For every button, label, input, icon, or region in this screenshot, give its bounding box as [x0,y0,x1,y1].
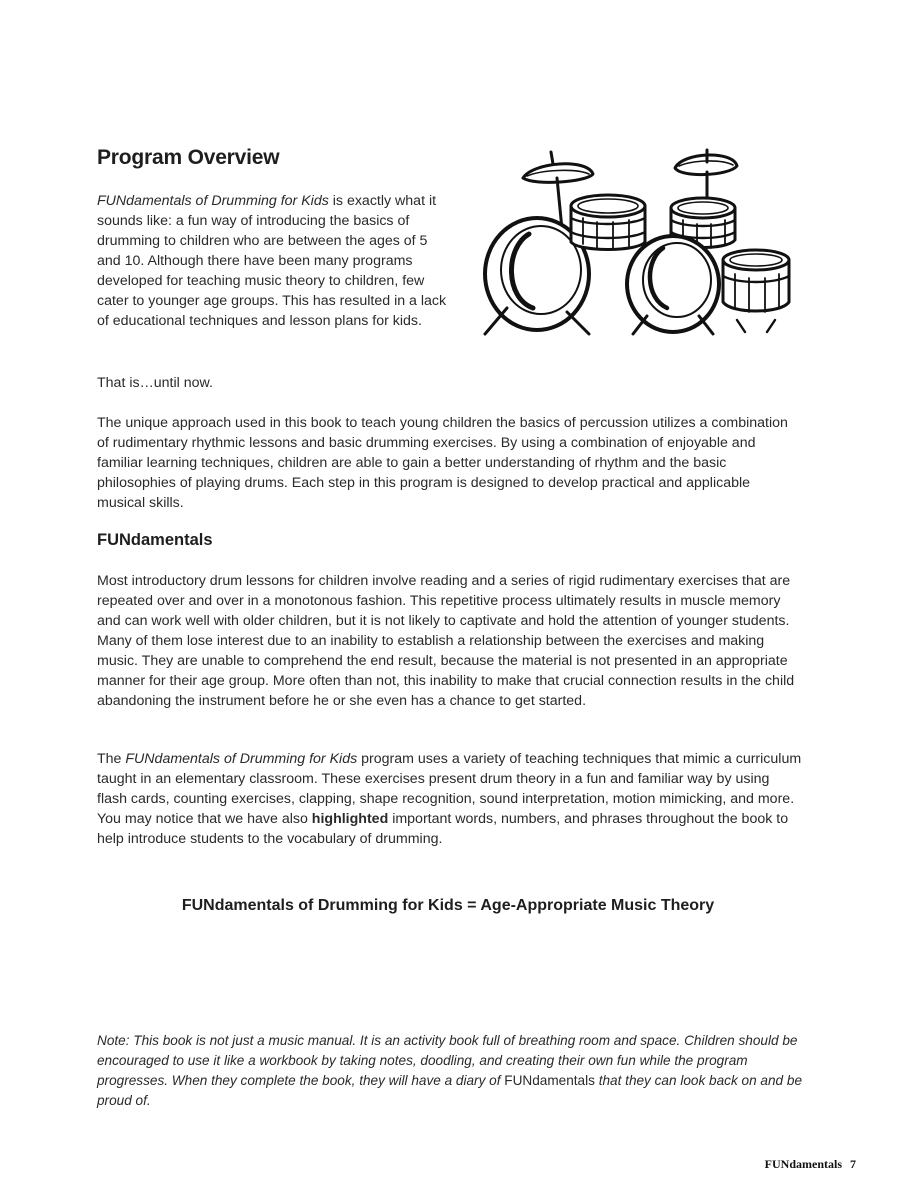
rack-tom-icon [571,195,645,250]
note-upright: FUNdamentals [504,1073,595,1088]
program-paragraph [97,749,802,849]
page-number: 7 [850,1157,856,1171]
right-cymbal-icon [675,150,737,200]
drum-kit-icon [475,148,800,338]
program-title-italic: FUNdamentals of Drumming for Kids [125,751,358,767]
floor-drum-icon [627,236,719,334]
intro-text: is exactly what it sounds like: a fun way of introducing the basics of drumming to children who are between the ages of 5 and 10. Although there have been many programs developed for teaching music theory to children, few cater to younger age groups. This has resulted in a lack of educational techniques and lesson plans for kids. [97,193,447,329]
program-middle: program uses a variety of teaching techniques that mimic a curriculum taught in an elementary classroom. These exercises present drum theory in a fun and familiar way by using flash cards, counting exercises, clapping, shape recognition, sound interpretation, motion mimicking, and more. You may notice that we have also [97,751,802,827]
note-paragraph [97,1031,805,1111]
section-heading: FUNdamentals [97,531,213,549]
book-title-italic: FUNdamentals of Drumming for Kids [97,193,329,209]
that-is-line: That is…until now. [97,375,213,391]
snare-drum-icon [723,250,789,332]
page-footer [765,1157,856,1172]
program-suffix: important words, numbers, and phrases throughout the book to help introduce students to the vocabulary of drumming. [97,811,789,847]
note-italic-end: that they can look back on and be proud of. [97,1073,803,1108]
equation-statement [0,897,900,915]
program-prefix: The [97,751,126,767]
highlighted-word: highlighted [311,811,389,827]
page-title: Program Overview [97,146,280,169]
equation-text: FUNdamentals of Drumming for Kids = Age-Appropriate Music Theory [181,897,715,914]
intro-paragraph [97,191,447,331]
unique-approach-paragraph: The unique approach used in this book to teach young children the basics of percussion utilizes a combination of rudimentary rhythmic lessons and basic drumming exercises. By using a combination of enjoyable and familiar learning techniques, children are able to gain a better understanding of rhythm and the basic philosophies of playing drums. Each step in this program is designed to develop practical and applicable musical skills. [97,415,788,511]
note-italic: Note: This book is not just a music manual. It is an activity book full of breathing room and space. Children should be encouraged to use it like a workbook by taking notes, doodling, and creating their own fun while the program progresses. When they complete the book, they will have a diary of [97,1033,798,1088]
footer-label: FUNdamentals [764,1157,842,1171]
introductory-lessons-paragraph: Most introductory drum lessons for children involve reading and a series of rigid rudimentary exercises that are repeated over and over in a monotonous fashion. This repetitive process ultimately results in muscle memory and can work well with older children, but it is not likely to captivate and hold the attention of younger students. Many of them lose interest due to an inability to establish a relationship between the exercises and making music. They are unable to comprehend the end result, because the material is not presented in an appropriate manner for their age group. More often than not, this inability to make that crucial connection results in the child abandoning the instrument before he or she even has a chance to get started. [97,573,795,709]
